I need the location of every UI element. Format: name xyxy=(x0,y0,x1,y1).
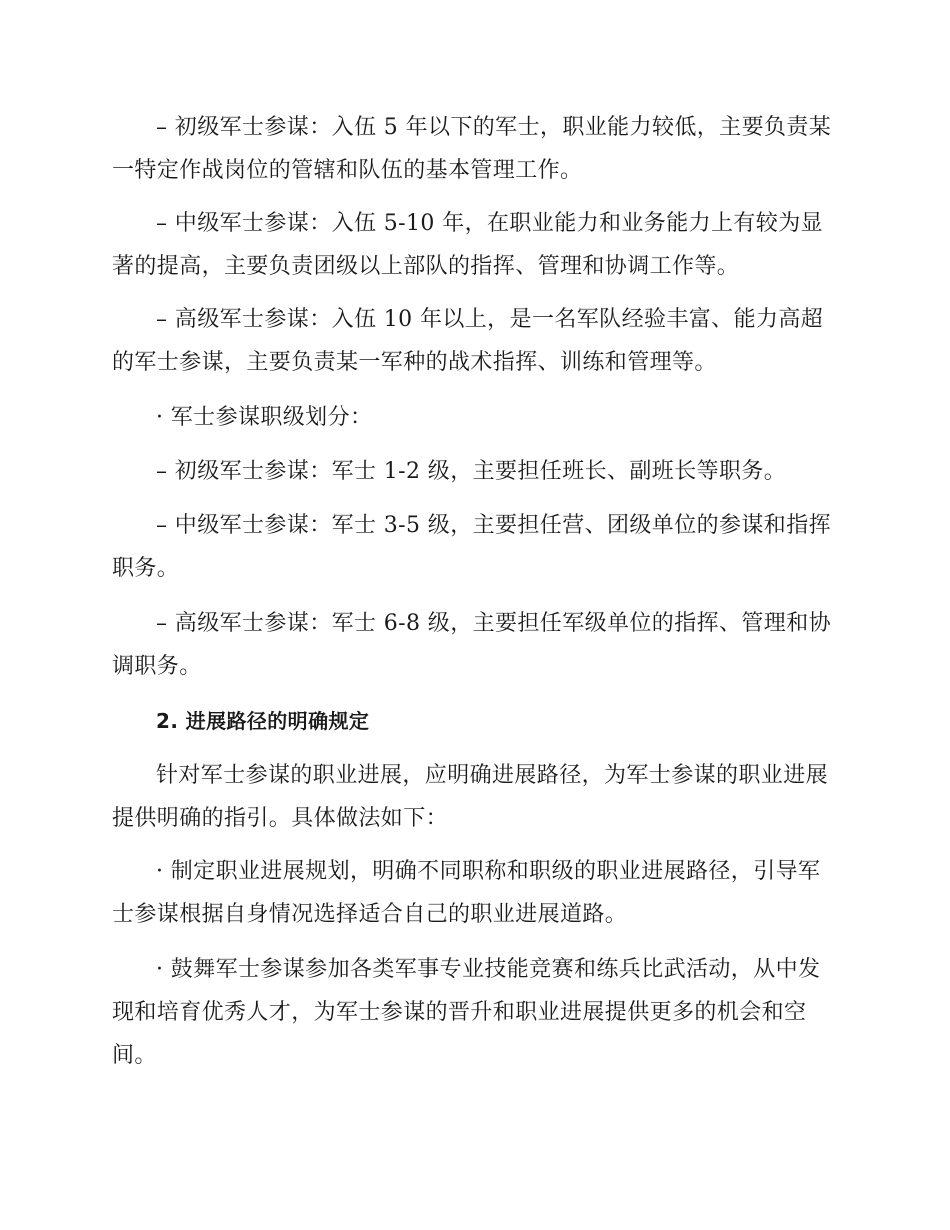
paragraph-junior-staff-by-rank: – 初级军士参谋：军士 1-2 级，主要担任班长、副班长等职务。 xyxy=(156,459,787,484)
section-heading-career-path: 2. 进展路径的明确规定 xyxy=(156,709,370,733)
paragraph-intermediate-staff-by-rank: – 中级军士参谋：军士 3-5 级，主要担任营、团级单位的参谋和指挥职务。 xyxy=(112,513,832,581)
paragraph-senior-staff-by-rank: – 高级军士参谋：军士 6-8 级，主要担任军级单位的指挥、管理和协调职务。 xyxy=(112,611,832,679)
paragraph-career-planning: · 制定职业进展规划，明确不同职称和职级的职业进展路径，引导军士参谋根据自身情况选择适合自己的职业进展道路。 xyxy=(112,859,821,927)
paragraph-senior-staff-by-service: – 高级军士参谋：入伍 10 年以上，是一名军队经验丰富、能力高超的军士参谋，主要负责某一军种的战术指挥、训练和管理等。 xyxy=(112,307,824,375)
paragraph-career-path-intro: 针对军士参谋的职业进展，应明确进展路径，为军士参谋的职业进展提供明确的指引。具体做法如下： xyxy=(112,763,829,831)
paragraph-intermediate-staff-by-service: – 中级军士参谋：入伍 5-10 年，在职业能力和业务能力上有较为显著的提高，主要负责团级以上部队的指挥、管理和协调工作等。 xyxy=(112,211,824,279)
paragraph-rank-division-title: · 军士参谋职级划分： xyxy=(156,405,373,430)
paragraph-junior-staff-by-service: – 初级军士参谋：入伍 5 年以下的军士，职业能力较低，主要负责某一特定作战岗位的管辖和队伍的基本管理工作。 xyxy=(112,115,832,183)
paragraph-competition-encouragement: · 鼓舞军士参谋参加各类军事专业技能竞赛和练兵比武活动，从中发现和培育优秀人才，为军士参谋的晋升和职业进展提供更多的机会和空间。 xyxy=(112,957,821,1068)
